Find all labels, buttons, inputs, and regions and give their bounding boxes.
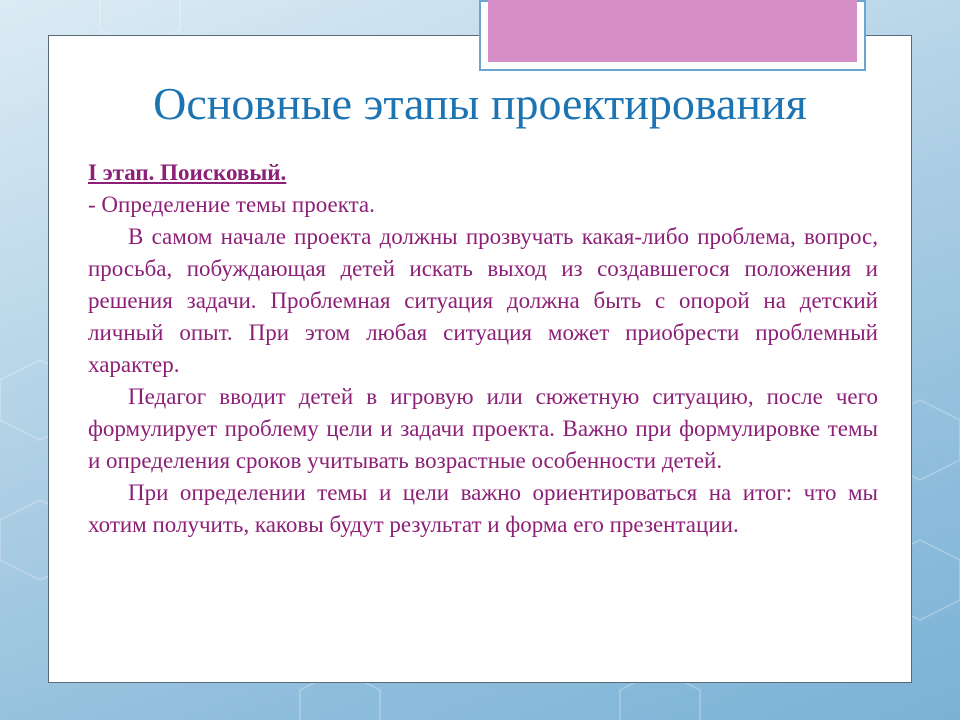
stage-subtitle: - Определение темы проекта. [88,192,375,217]
slide-body [88,157,878,541]
decorative-pink-block [488,0,857,62]
slide-title: Основные этапы проектирования [153,78,807,129]
body-paragraph: В самом начале проекта должны прозвучать какая-либо проблема, вопрос, просьба, побуждающая детей искать выход из создавшегося положения и решения задачи. Проблемная ситуация должна быть с опорой на детский личный опыт. При этом любая ситуация может приобрести проблемный характер. [88,224,878,377]
body-paragraph: Педагог вводит детей в игровую или сюжетную ситуацию, после чего формулирует проблему цели и задачи проекта. Важно при формулировке темы и определения сроков учитывать возрастные особенности детей. [88,384,878,473]
body-paragraph: При определении темы и цели важно ориентироваться на итог: что мы хотим получить, каковы будут результат и форма его презентации. [88,480,878,537]
stage-heading: I этап. Поисковый. [88,160,287,185]
